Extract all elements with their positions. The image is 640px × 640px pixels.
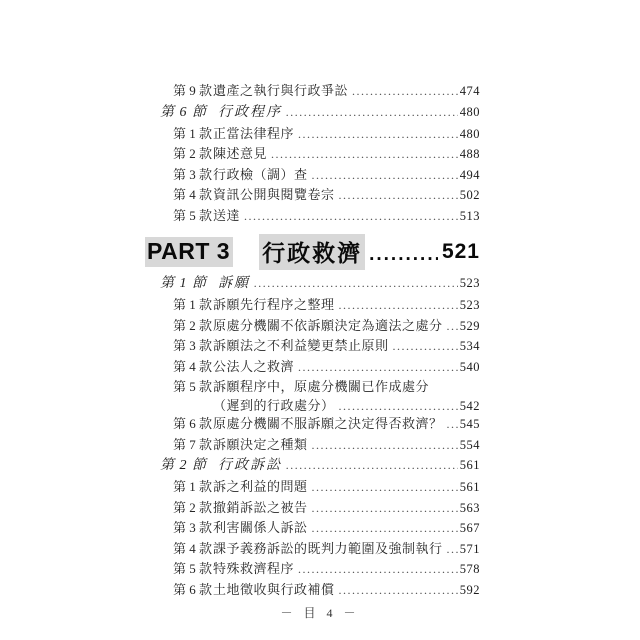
- entry-number-label: 第 1 款: [173, 479, 213, 494]
- entry-page-number: 488: [459, 147, 480, 161]
- toc-entry: [160, 497, 480, 518]
- toc-entry: [160, 294, 480, 315]
- entry-page-number: 545: [459, 417, 480, 431]
- entry-page-number: 480: [459, 104, 480, 119]
- toc-entry: [160, 454, 480, 476]
- entry-page-number: 480: [459, 126, 480, 141]
- entry-page-number: 513: [459, 208, 480, 223]
- entry-number-label: 第 2 節: [160, 458, 207, 473]
- entry-page-number: 534: [459, 339, 480, 353]
- entry-number-label: 第 1 節: [160, 276, 207, 291]
- entry-page-number: 529: [459, 318, 480, 333]
- entry-number-label: 第 5 款: [173, 379, 213, 394]
- part-title: 行政救濟: [259, 234, 365, 270]
- dot-leader: [286, 105, 458, 121]
- entry-page-number: 474: [459, 84, 480, 98]
- entry-number-label: 第 1 款: [173, 297, 213, 312]
- toc-entry: [160, 123, 480, 144]
- toc-entry: [160, 579, 480, 600]
- entry-page-number: 571: [459, 541, 480, 556]
- dot-leader: [339, 297, 458, 313]
- entry-title: 土地徵收與行政補償: [213, 581, 335, 597]
- toc-entry: [160, 272, 480, 294]
- toc-entry: [160, 101, 480, 123]
- entry-title: 行政程序: [218, 104, 282, 120]
- part-page-number: 521: [441, 240, 480, 263]
- toc-part-heading: [145, 237, 480, 267]
- toc-entry: [160, 558, 480, 579]
- entry-number-label: 第 7 款: [173, 436, 213, 452]
- entry-number-label: 第 6 款: [173, 416, 213, 431]
- entry-title: 訴願: [218, 276, 250, 291]
- dot-leader: [339, 398, 458, 414]
- entry-number-label: 第 2 款: [173, 317, 213, 333]
- entry-title: 陳述意見: [213, 146, 268, 161]
- entry-page-number: 523: [459, 276, 480, 290]
- entry-number-label: 第 9 款: [173, 83, 213, 98]
- entry-number-label: 第 3 款: [173, 166, 213, 182]
- entry-title-line2: （遲到的行政處分）: [213, 397, 335, 413]
- dot-leader: [271, 146, 458, 162]
- toc-entry: [160, 335, 480, 356]
- entry-title: 行政訴訟: [218, 458, 282, 473]
- entry-number-label: 第 2 款: [173, 146, 213, 161]
- entry-number-label: 第 6 節: [160, 104, 207, 120]
- dot-leader: [286, 458, 458, 474]
- part-number-label: PART 3: [145, 237, 233, 267]
- dot-leader: [312, 437, 458, 453]
- entry-page-number: 523: [459, 298, 480, 312]
- toc-entry: [160, 538, 480, 559]
- dot-leader: [352, 83, 458, 99]
- page-number-label: － 目 4 －: [280, 606, 360, 620]
- entry-title: 送達: [213, 207, 241, 223]
- dot-leader: [312, 479, 458, 495]
- dot-leader: [339, 187, 458, 203]
- entry-page-number: 502: [459, 188, 480, 202]
- entry-title: 原處分機關不依訴願決定為適法之處分: [213, 317, 443, 333]
- entry-page-number: 542: [459, 398, 480, 413]
- toc-entry: [160, 205, 480, 226]
- entry-page-number: 592: [459, 582, 480, 597]
- entry-page-number: 561: [459, 480, 480, 494]
- dot-leader: [312, 520, 458, 536]
- page-footer: [0, 604, 640, 621]
- entry-page-number: 554: [459, 437, 480, 452]
- entry-page-number: 540: [459, 359, 480, 374]
- entry-number-label: 第 3 款: [173, 338, 213, 353]
- entry-title: 正當法律程序: [213, 125, 295, 141]
- entry-number-label: 第 5 款: [173, 207, 213, 223]
- entry-title: 課予義務訴訟的既判力範圍及強制執行: [213, 540, 443, 556]
- entry-number-label: 第 2 款: [173, 499, 213, 515]
- dot-leader: [254, 276, 458, 292]
- toc-entry: [160, 434, 480, 455]
- entry-title: 訴願先行程序之整理: [213, 297, 335, 312]
- dot-leader: [312, 500, 458, 516]
- toc-entry-continuation: [160, 395, 480, 414]
- entry-number-label: 第 4 款: [173, 187, 213, 202]
- dot-leader: [298, 359, 458, 375]
- entry-title: 公法人之救濟: [213, 358, 295, 374]
- entry-title: 特殊救濟程序: [213, 561, 295, 576]
- dot-leader: [244, 208, 458, 224]
- toc-entry: [160, 164, 480, 185]
- dot-leader: [447, 416, 458, 432]
- toc-entry: [160, 376, 480, 395]
- toc-entry: [160, 517, 480, 538]
- entry-title: 利害關係人訴訟: [213, 520, 308, 535]
- entry-title: 訴之利益的問題: [213, 479, 308, 494]
- entry-title: 訴願決定之種類: [213, 436, 308, 452]
- entry-number-label: 第 1 款: [173, 125, 213, 141]
- dot-leader: [447, 318, 458, 334]
- dot-leader: [447, 541, 458, 557]
- dot-leader: [312, 167, 458, 183]
- entry-page-number: 561: [459, 458, 480, 472]
- entry-title: 遺產之執行與行政爭訟: [213, 83, 349, 98]
- toc-entry: [160, 356, 480, 377]
- entry-title: 撤銷訴訟之被告: [213, 499, 308, 515]
- entry-page-number: 563: [459, 500, 480, 515]
- entry-title: 原處分機關不服訴願之決定得否救濟？: [213, 416, 443, 431]
- entry-number-label: 第 4 款: [173, 358, 213, 374]
- entry-number-label: 第 6 款: [173, 581, 213, 597]
- toc-entry: [160, 143, 480, 164]
- entry-title: 行政檢（調）查: [213, 166, 308, 182]
- dot-leader: [393, 338, 458, 354]
- entry-number-label: 第 3 款: [173, 520, 213, 535]
- toc-entry: [160, 476, 480, 497]
- toc-entry: [160, 184, 480, 205]
- entry-page-number: 494: [459, 167, 480, 182]
- entry-page-number: 567: [459, 521, 480, 535]
- dot-leader: [298, 126, 458, 142]
- toc-entry: [160, 80, 480, 101]
- entry-title: 訴願法之不利益變更禁止原則: [213, 338, 389, 353]
- toc-entry: [160, 413, 480, 434]
- toc-entry: [160, 315, 480, 336]
- entry-number-label: 第 5 款: [173, 561, 213, 576]
- dot-leader: [339, 582, 458, 598]
- entry-number-label: 第 4 款: [173, 540, 213, 556]
- toc-list: [147, 80, 480, 599]
- dot-leader: [298, 561, 458, 577]
- dot-leader: [369, 239, 438, 266]
- entry-page-number: 578: [459, 562, 480, 576]
- entry-title: 資訊公開與閱覽卷宗: [213, 187, 335, 202]
- entry-title: 訴願程序中，原處分機關已作成處分: [213, 379, 430, 394]
